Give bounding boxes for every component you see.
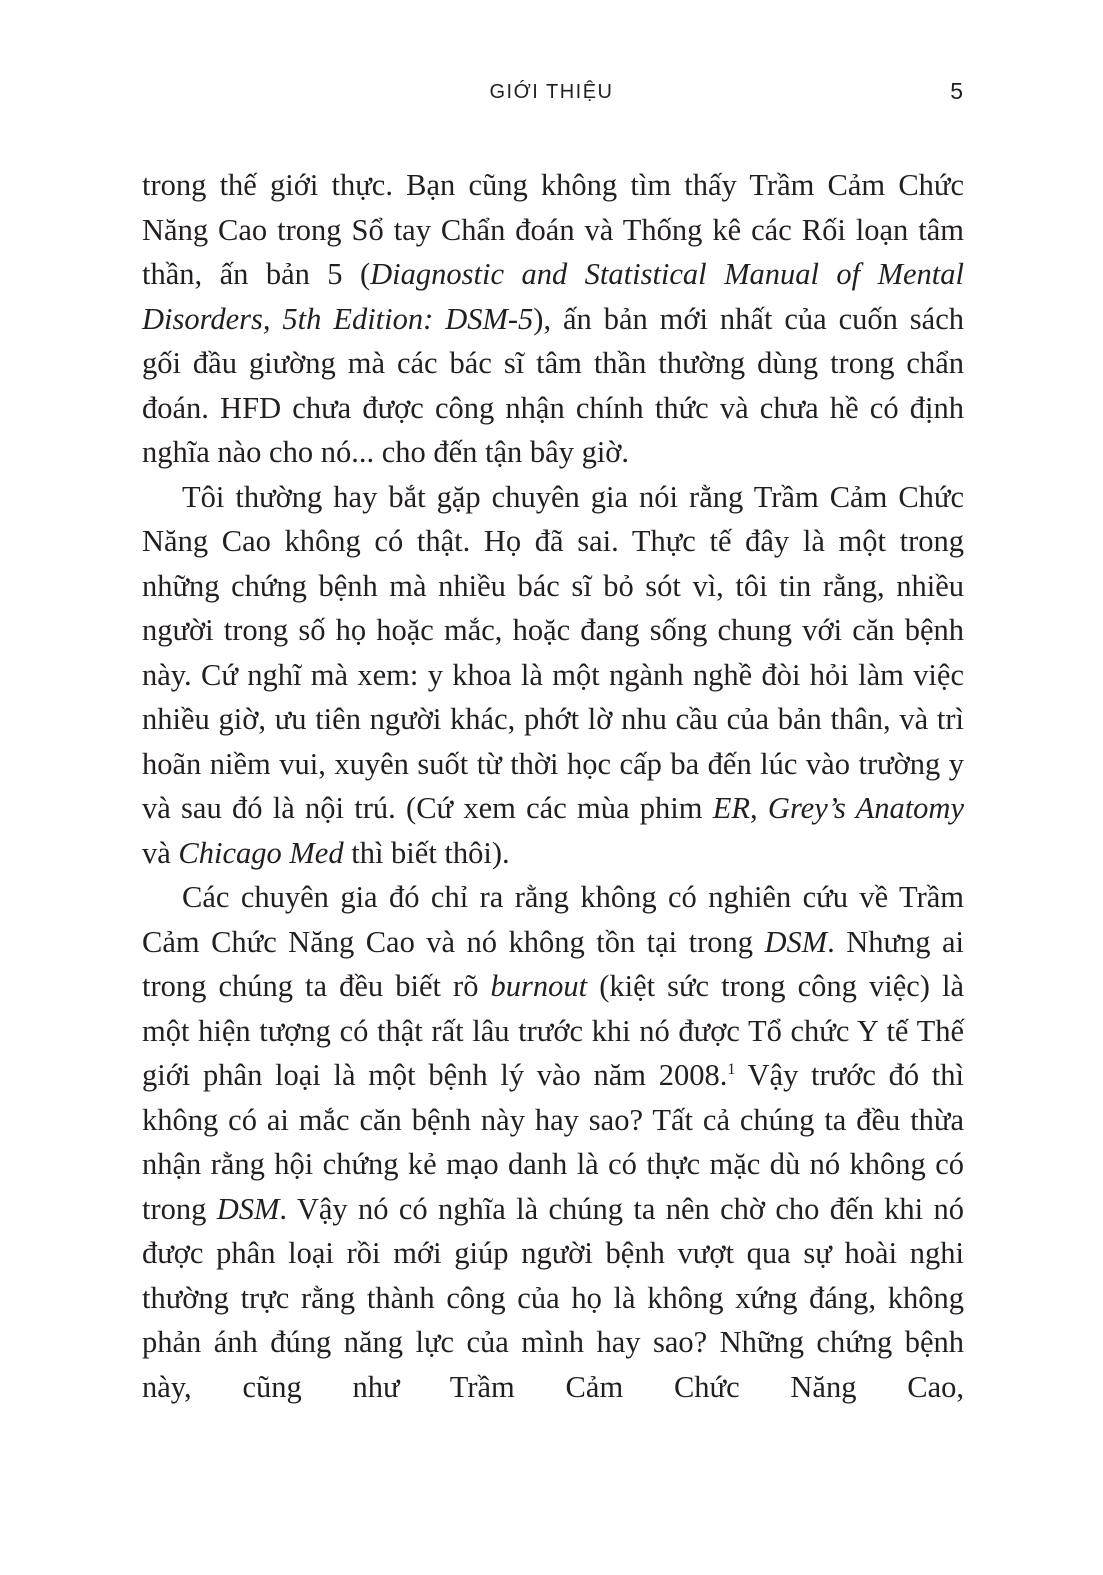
- paragraph: [142, 875, 964, 1409]
- running-title: GIỚI THIỆU: [489, 81, 614, 103]
- footnote-ref: 1: [727, 1060, 736, 1078]
- italic-text: ER: [712, 791, 751, 825]
- text-run: . Nhưng ai trong chúng ta đều biết rõ: [142, 924, 964, 1003]
- italic-text: Diagnostic and Statistical Manual of Mental Disorders, 5th Edition: DSM-5: [142, 257, 964, 336]
- text-run: ,: [750, 791, 768, 825]
- italic-text: DSM: [764, 924, 828, 959]
- italic-text: Chicago Med: [178, 835, 344, 870]
- italic-text: Grey’s Anatomy: [767, 791, 964, 825]
- paragraph: [142, 475, 964, 876]
- page-number: 5: [950, 78, 963, 104]
- italic-text: DSM: [216, 1191, 280, 1226]
- paragraph: [142, 163, 964, 475]
- text-run: (kiệt sức trong công việc) là một hiện tượng có thật rất lâu trước khi nó được Tổ chức Y tế Thế giới phân loại là một bệnh lý vào năm 2008.: [142, 969, 965, 1092]
- text-run: Các chuyên gia đó chỉ ra rằng không có nghiên cứu về Trầm Cảm Chức Năng Cao và nó không tồn tại trong: [142, 880, 964, 959]
- text-run: Vậy trước đó thì không có ai mắc căn bệnh này hay sao? Tất cả chúng ta đều thừa nhận rằng hội chứng kẻ mạo danh là có thực mặc dù nó không có trong: [142, 1058, 964, 1226]
- text-run: trong thế giới thực. Bạn cũng không tìm thấy Trầm Cảm Chức Năng Cao trong Sổ tay Chẩn đoán và Thống kê các Rối loạn tâm thần, ấn bản 5 (: [142, 168, 964, 291]
- text-run: thì biết thôi).: [343, 835, 510, 870]
- text-run: Tôi thường hay bắt gặp chuyên gia nói rằng Trầm Cảm Chức Năng Cao không có thật. Họ đã sai. Thực tế đây là một trong những chứng bệnh mà nhiều bác sĩ bỏ sót vì, tôi tin rằng, nhiều người trong số họ hoặc mắc, hoặc đang sống chung với căn bệnh này. Cứ nghĩ mà xem: y khoa là một ngành nghề đòi hỏi làm việc nhiều giờ, ưu tiên người khác, phớt lờ nhu cầu của bản thân, và trì hoãn niềm vui, xuyên suốt từ thời học cấp ba đến lúc vào trường y và sau đó là nội trú. (Cứ xem các mùa phim: [142, 479, 964, 825]
- italic-text: burnout: [490, 969, 588, 1003]
- text-run: và: [142, 835, 179, 870]
- text-run: ), ấn bản mới nhất của cuốn sách gối đầu giường mà các bác sĩ tâm thần thường dùng trong chẩn đoán. HFD chưa được công nhận chính thức và chưa hề có định nghĩa nào cho nó... cho đến tận bây giờ.: [142, 301, 964, 469]
- running-header: [0, 78, 1103, 108]
- body-text: [142, 163, 964, 1409]
- text-run: . Vậy nó có nghĩa là chúng ta nên chờ cho đến khi nó được phân loại rồi mới giúp người bệnh vượt qua sự hoài nghi thường trực rằng thành công của họ là không xứng đáng, không phản ánh đúng năng lực của mình hay sao? Những chứng bệnh này, cũng như Trầm Cảm Chức Năng Cao,: [142, 1191, 964, 1404]
